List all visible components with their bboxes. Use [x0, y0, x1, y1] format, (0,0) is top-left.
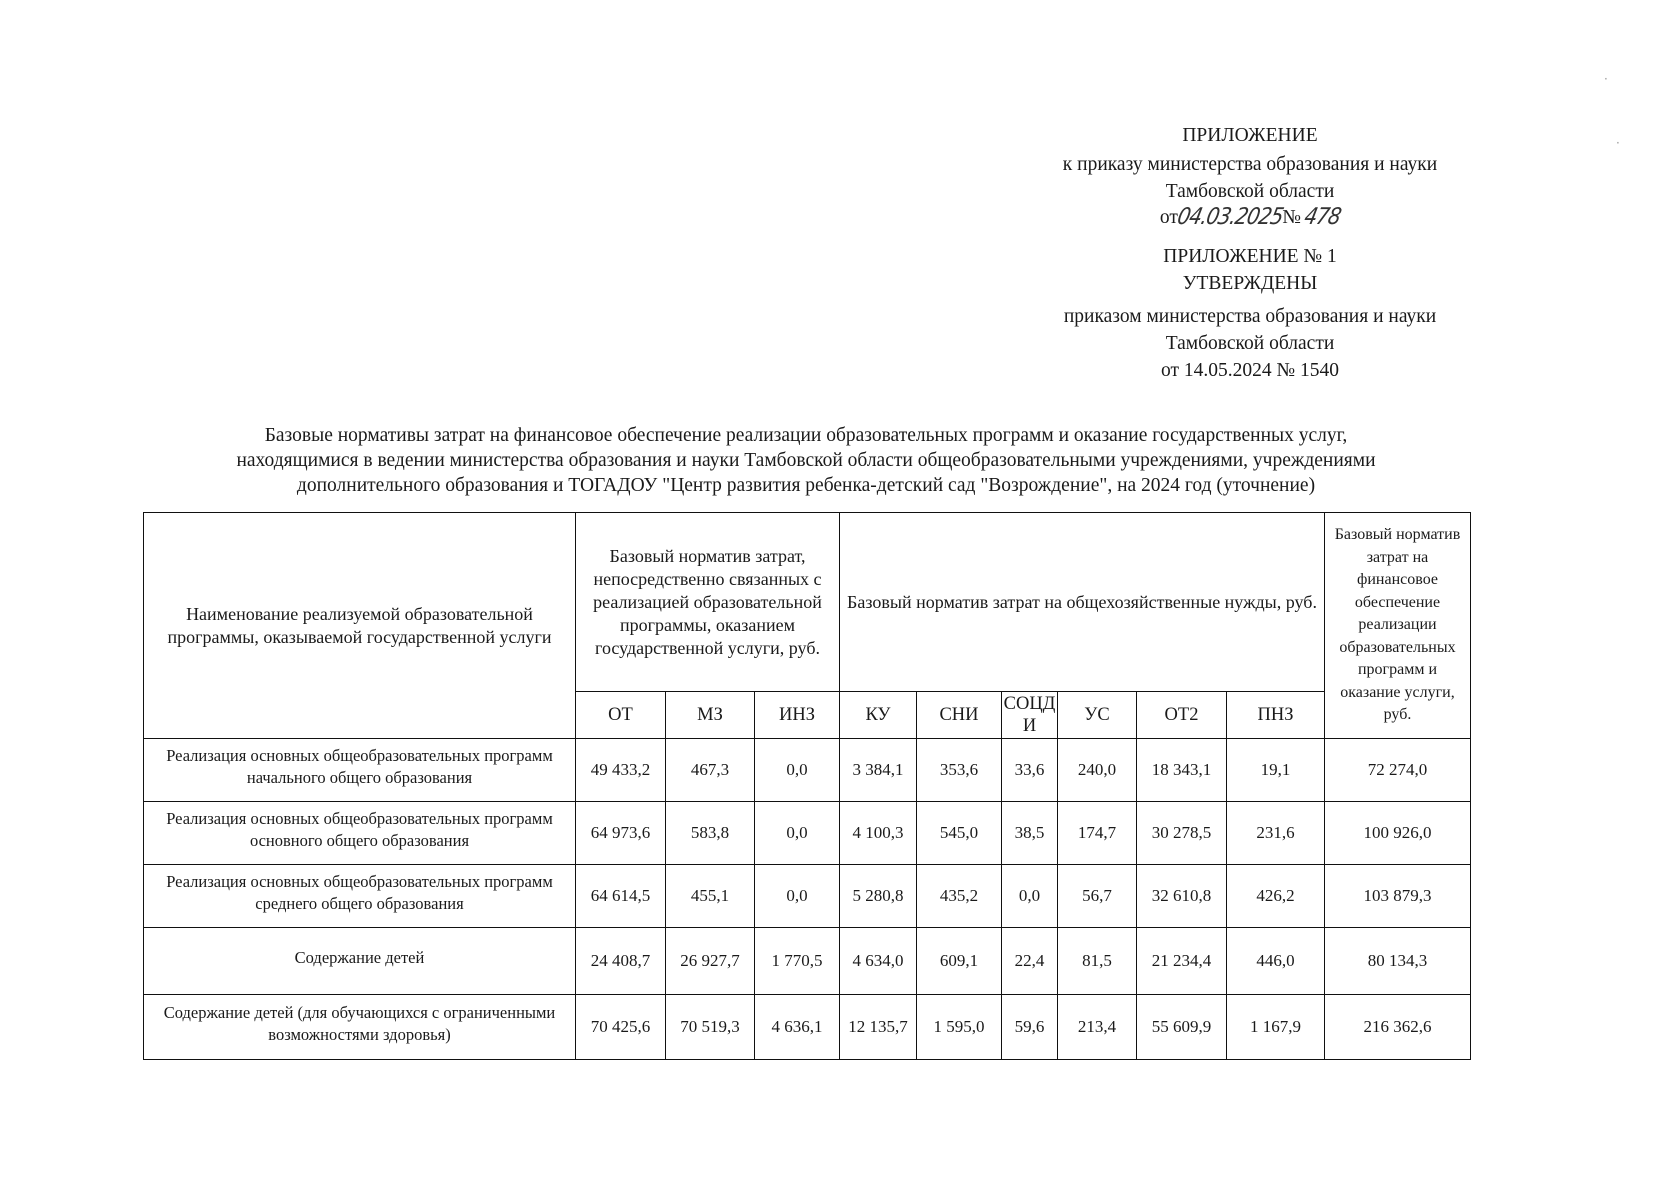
cell-pnz: 19,1	[1227, 739, 1325, 802]
subheader-ku: КУ	[840, 692, 917, 739]
cell-ot: 64 614,5	[576, 865, 666, 928]
cell-socdi: 0,0	[1002, 865, 1058, 928]
cell-ot2: 18 343,1	[1137, 739, 1227, 802]
cell-mz: 26 927,7	[666, 928, 755, 995]
cell-sni: 545,0	[917, 802, 1002, 865]
cell-us: 240,0	[1058, 739, 1137, 802]
approved-label: УТВЕРЖДЕНЫ	[1182, 273, 1318, 294]
cell-pnz: 231,6	[1227, 802, 1325, 865]
number-prefix: №	[1282, 207, 1301, 228]
subheader-mz: МЗ	[666, 692, 755, 739]
subheader-pnz: ПНЗ	[1227, 692, 1325, 739]
cell-sni: 353,6	[917, 739, 1002, 802]
cell-mz: 70 519,3	[666, 995, 755, 1060]
appendix-ref: к приказу министерства образования и науки	[1062, 154, 1438, 175]
date-prefix: от	[1159, 207, 1178, 228]
table-row	[144, 865, 1471, 928]
cell-ot2: 21 234,4	[1137, 928, 1227, 995]
cell-ot: 64 973,6	[576, 802, 666, 865]
cell-us: 213,4	[1058, 995, 1137, 1060]
cell-mz: 467,3	[666, 739, 755, 802]
cell-ku: 4 634,0	[840, 928, 917, 995]
cell-inz: 1 770,5	[755, 928, 840, 995]
cell-inz: 0,0	[755, 739, 840, 802]
cell-total: 100 926,0	[1325, 802, 1471, 865]
subheader-inz: ИНЗ	[755, 692, 840, 739]
header-total-norm: Базовый норматив затрат на финансовое обеспечение реализации образовательных программ и оказание услуги, руб.	[1325, 513, 1471, 739]
row-name: Реализация основных общеобразовательных программ среднего общего образования	[144, 865, 576, 928]
cell-sni: 1 595,0	[917, 995, 1002, 1060]
handwritten-date: 04.03.2025	[1174, 202, 1286, 230]
cell-socdi: 59,6	[1002, 995, 1058, 1060]
table-row	[144, 802, 1471, 865]
cell-inz: 0,0	[755, 802, 840, 865]
cell-inz: 0,0	[755, 865, 840, 928]
row-name: Содержание детей	[144, 928, 576, 995]
norms-table	[143, 512, 1471, 1060]
cell-pnz: 1 167,9	[1227, 995, 1325, 1060]
cell-us: 56,7	[1058, 865, 1137, 928]
subheader-us: УС	[1058, 692, 1137, 739]
cell-socdi: 22,4	[1002, 928, 1058, 995]
cell-inz: 4 636,1	[755, 995, 840, 1060]
document-title	[140, 423, 1472, 498]
order-region: Тамбовской области	[1165, 333, 1335, 354]
handwritten-number: 478	[1302, 202, 1344, 230]
cell-ot: 70 425,6	[576, 995, 666, 1060]
header-direct-costs: Базовый норматив затрат, непосредственно связанных с реализацией образовательной программы, оказанием государственной услуги, руб.	[576, 513, 840, 692]
cell-ku: 4 100,3	[840, 802, 917, 865]
scan-speck: ·	[1616, 136, 1620, 150]
cell-sni: 609,1	[917, 928, 1002, 995]
subheader-sni: СНИ	[917, 692, 1002, 739]
header-general-costs: Базовый норматив затрат на общехозяйственные нужды, руб.	[840, 513, 1325, 692]
title-line-3: дополнительного образования и ТОГАДОУ "Центр развития ребенка-детский сад "Возрождение", на 2024 год (уточнение)	[296, 475, 1316, 496]
cell-ot2: 55 609,9	[1137, 995, 1227, 1060]
cell-mz: 583,8	[666, 802, 755, 865]
title-line-2: находящимися в ведении министерства образования и науки Тамбовской области общеобразовательными учреждениями, учреждениями	[236, 450, 1376, 471]
cell-ku: 5 280,8	[840, 865, 917, 928]
cell-socdi: 38,5	[1002, 802, 1058, 865]
cell-ot: 24 408,7	[576, 928, 666, 995]
cell-total: 216 362,6	[1325, 995, 1471, 1060]
table-row	[144, 928, 1471, 995]
subheader-ot: ОТ	[576, 692, 666, 739]
cell-socdi: 33,6	[1002, 739, 1058, 802]
cell-total: 103 879,3	[1325, 865, 1471, 928]
title-line-1: Базовые нормативы затрат на финансовое обеспечение реализации образовательных программ и оказание государственных услуг,	[264, 425, 1348, 446]
appendix-1-title: ПРИЛОЖЕНИЕ № 1	[1163, 246, 1337, 267]
table-row	[144, 995, 1471, 1060]
scan-speck: ·	[1604, 72, 1608, 86]
cell-ot: 49 433,2	[576, 739, 666, 802]
cell-ot2: 32 610,8	[1137, 865, 1227, 928]
subheader-ot2: ОТ2	[1137, 692, 1227, 739]
cell-ku: 3 384,1	[840, 739, 917, 802]
cell-pnz: 426,2	[1227, 865, 1325, 928]
appendix-region: Тамбовской области	[1165, 181, 1335, 202]
subheader-socdi: СОЦД И	[1002, 692, 1058, 739]
cell-ot2: 30 278,5	[1137, 802, 1227, 865]
cell-mz: 455,1	[666, 865, 755, 928]
cell-total: 72 274,0	[1325, 739, 1471, 802]
row-name: Реализация основных общеобразовательных программ основного общего образования	[144, 802, 576, 865]
order-date: от 14.05.2024 № 1540	[1161, 360, 1339, 381]
appendix-date-line	[1000, 203, 1500, 231]
order-ref: приказом министерства образования и науки	[1063, 306, 1437, 327]
cell-sni: 435,2	[917, 865, 1002, 928]
row-name: Реализация основных общеобразовательных программ начального общего образования	[144, 739, 576, 802]
cell-total: 80 134,3	[1325, 928, 1471, 995]
header-program-name: Наименование реализуемой образовательной программы, оказываемой государственной услуги	[144, 513, 576, 739]
cell-ku: 12 135,7	[840, 995, 917, 1060]
appendix-title: ПРИЛОЖЕНИЕ	[1182, 125, 1318, 146]
row-name: Содержание детей (для обучающихся с ограниченными возможностями здоровья)	[144, 995, 576, 1060]
cell-us: 174,7	[1058, 802, 1137, 865]
table-row	[144, 739, 1471, 802]
cell-pnz: 446,0	[1227, 928, 1325, 995]
cell-us: 81,5	[1058, 928, 1137, 995]
